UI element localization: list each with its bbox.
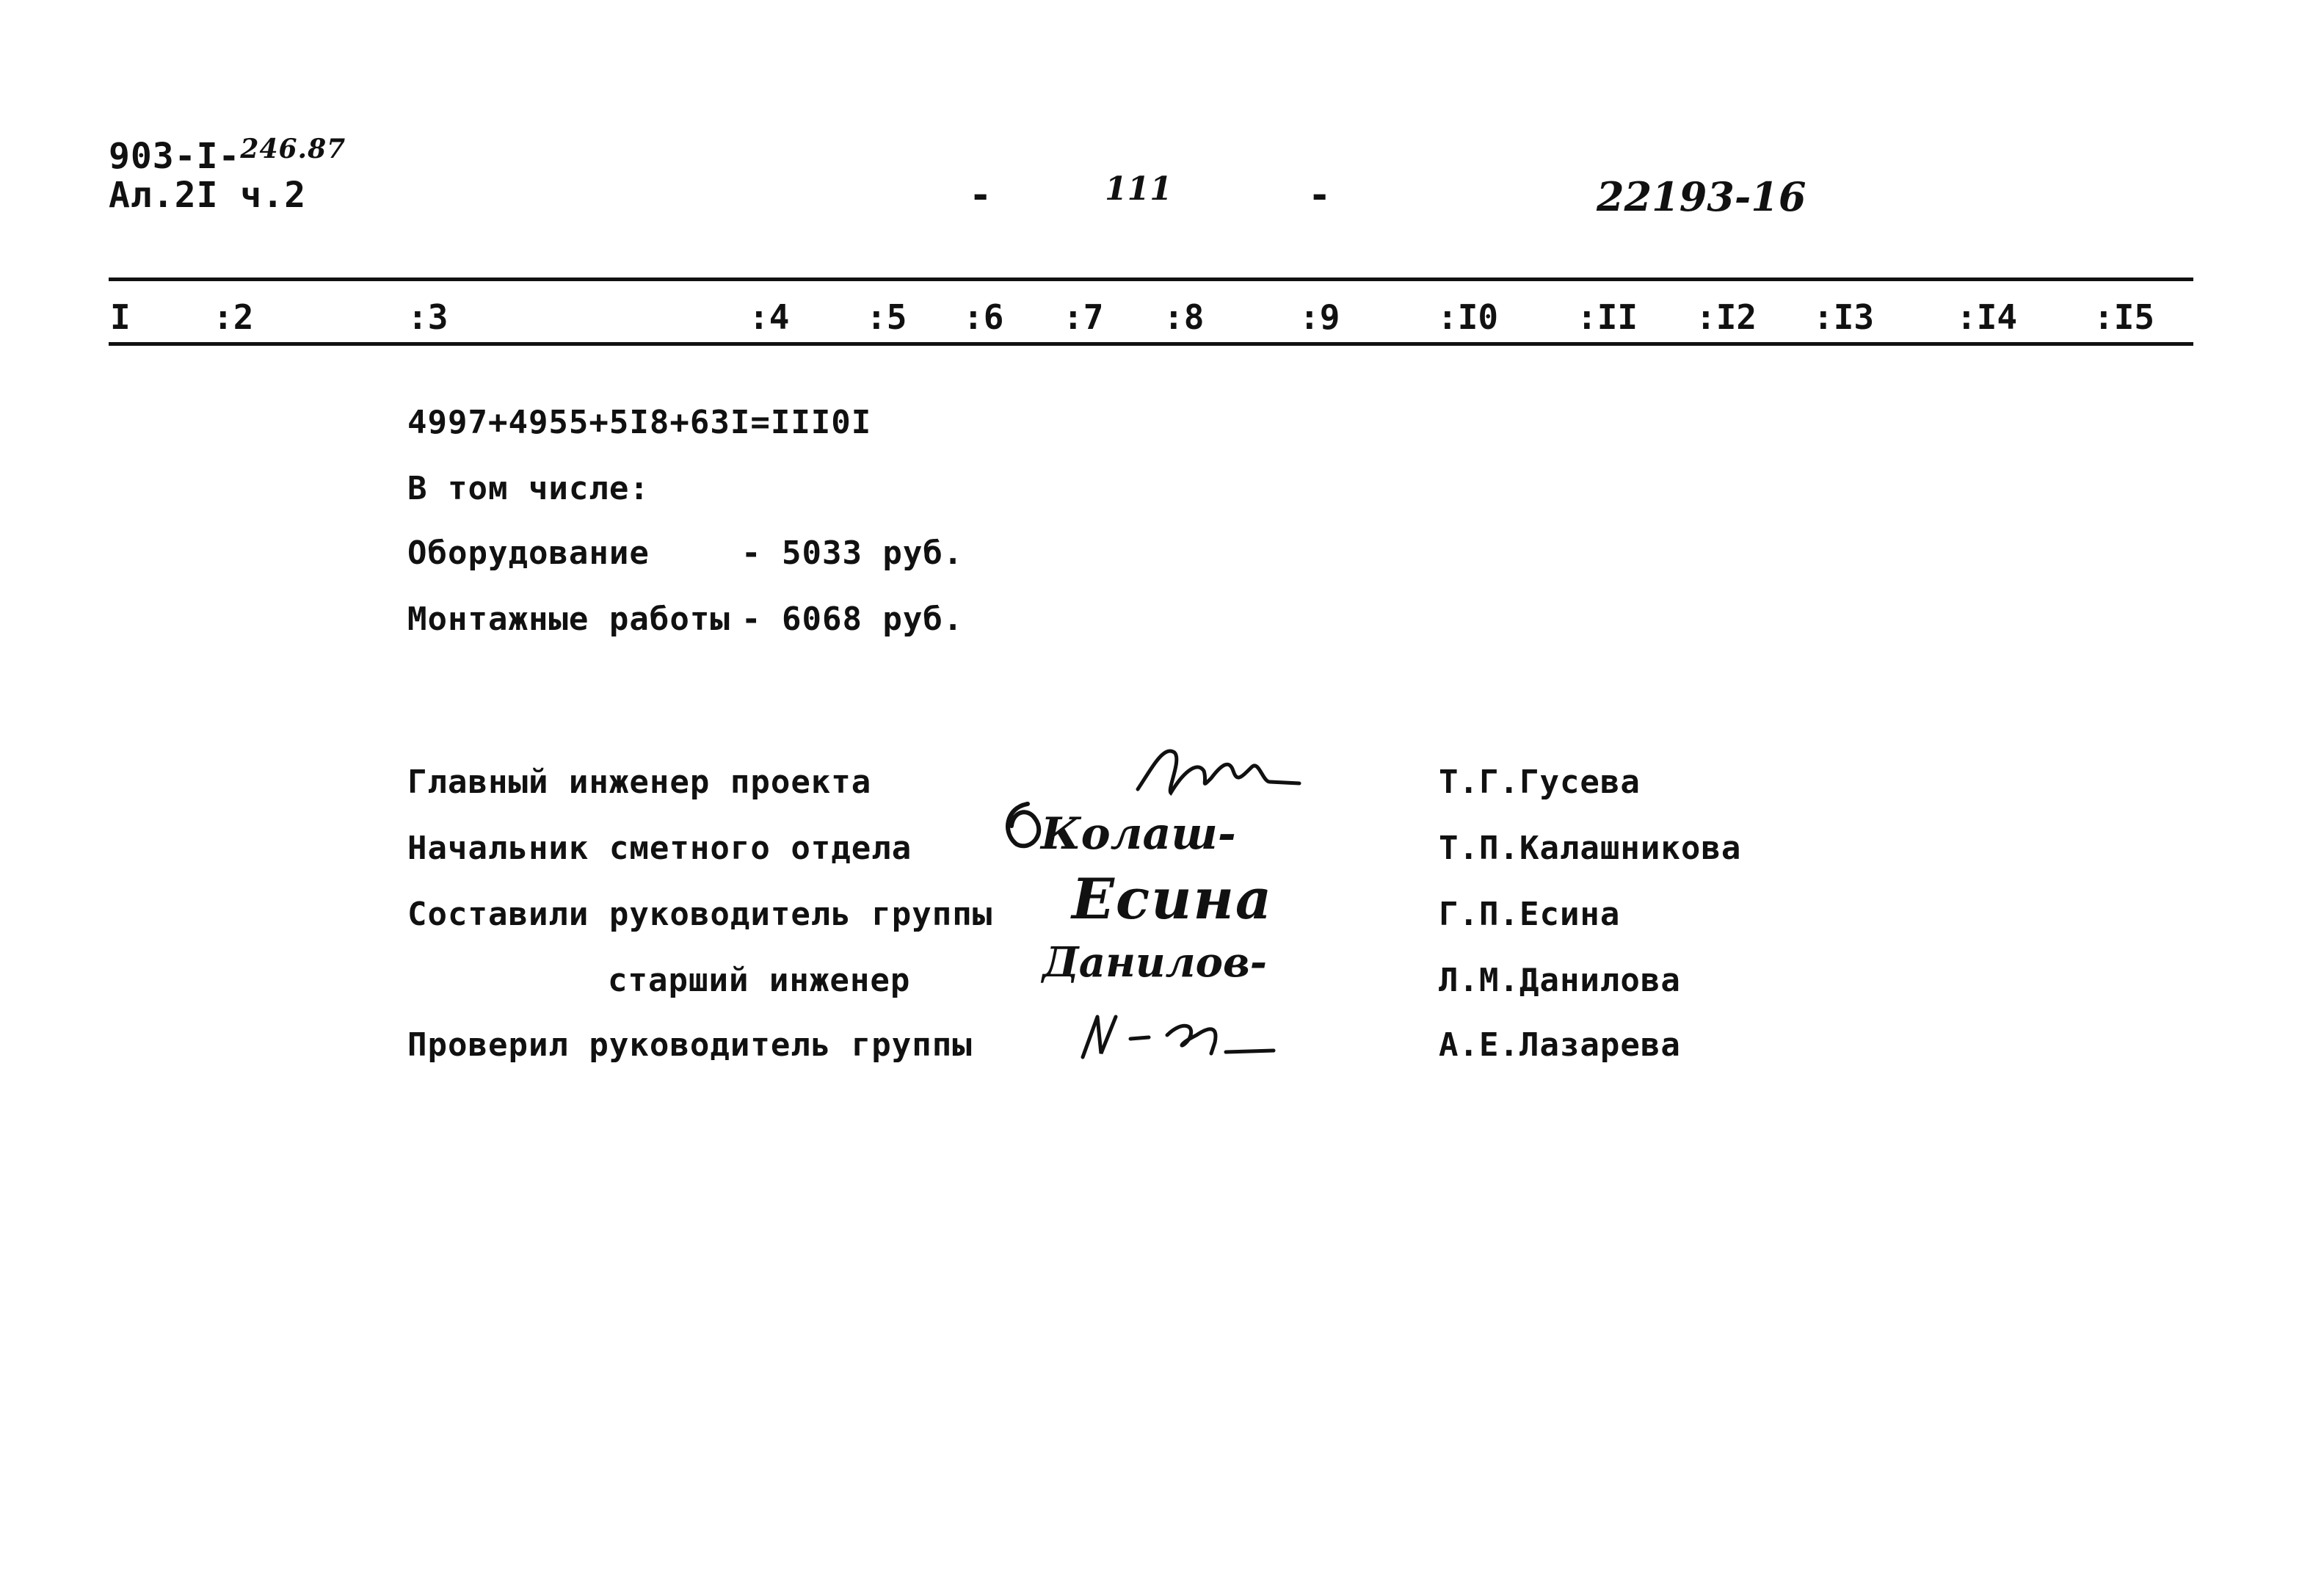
column-6: :6 bbox=[963, 297, 1004, 337]
document-code bbox=[109, 136, 346, 177]
document-code-prefix: 903-I- bbox=[109, 136, 241, 177]
signature-role-checker: Проверил руководитель группы bbox=[407, 1026, 973, 1064]
column-13: :I3 bbox=[1813, 297, 1875, 337]
table-top-rule bbox=[109, 278, 2193, 281]
signature-5-scribble bbox=[1079, 1002, 1285, 1071]
column-14: :I4 bbox=[1956, 297, 2018, 337]
document-code-handwritten: 246.87 bbox=[240, 134, 346, 164]
equipment-value: - 5033 руб. bbox=[741, 534, 964, 572]
page-number: 111 bbox=[1105, 170, 1172, 208]
column-8: :8 bbox=[1163, 297, 1205, 337]
equipment-label: Оборудование bbox=[407, 534, 650, 572]
column-2: :2 bbox=[213, 297, 254, 337]
column-7: :7 bbox=[1063, 297, 1104, 337]
including-label: В том числе: bbox=[407, 470, 650, 507]
header-dash-left: - bbox=[969, 173, 993, 217]
header-dash-right: - bbox=[1308, 173, 1332, 217]
table-bottom-rule bbox=[109, 342, 2193, 346]
column-9: :9 bbox=[1299, 297, 1340, 337]
signer-name-guseva: Т.Г.Гусева bbox=[1439, 764, 1641, 801]
signature-2-scribble bbox=[998, 789, 1236, 873]
signer-name-kalashnikova: Т.П.Калашникова bbox=[1439, 830, 1742, 867]
column-15: :I5 bbox=[2094, 297, 2155, 337]
column-4: :4 bbox=[749, 297, 790, 337]
column-11: :II bbox=[1577, 297, 1638, 337]
column-12: :I2 bbox=[1696, 297, 1757, 337]
signature-3-text: Есина bbox=[1072, 866, 1274, 932]
document-number: 22193-16 bbox=[1597, 173, 1806, 220]
signature-2-text: Колаш- bbox=[1041, 808, 1236, 860]
column-10: :I0 bbox=[1437, 297, 1499, 337]
installation-value: - 6068 руб. bbox=[741, 601, 964, 638]
signature-role-group-lead: Составили руководитель группы bbox=[407, 896, 993, 933]
column-3: :3 bbox=[407, 297, 449, 337]
cost-formula: 4997+4955+5I8+63I=III0I bbox=[407, 404, 872, 441]
column-1: I bbox=[110, 297, 131, 337]
signer-name-danilova: Л.М.Данилова bbox=[1439, 962, 1681, 999]
installation-label: Монтажные работы bbox=[407, 601, 730, 638]
album-label: Ал.2I ч.2 bbox=[109, 175, 307, 216]
signer-name-esina: Г.П.Есина bbox=[1439, 896, 1621, 933]
signer-name-lazareva: А.Е.Лазарева bbox=[1439, 1026, 1681, 1064]
signature-role-senior-engineer: старший инженер bbox=[608, 962, 911, 999]
signature-role-estimate-head: Начальник сметного отдела bbox=[407, 830, 912, 867]
column-5: :5 bbox=[866, 297, 907, 337]
signature-4-text: Данилов- bbox=[1042, 938, 1267, 987]
signature-role-chief-engineer: Главный инженер проекта bbox=[407, 764, 872, 801]
